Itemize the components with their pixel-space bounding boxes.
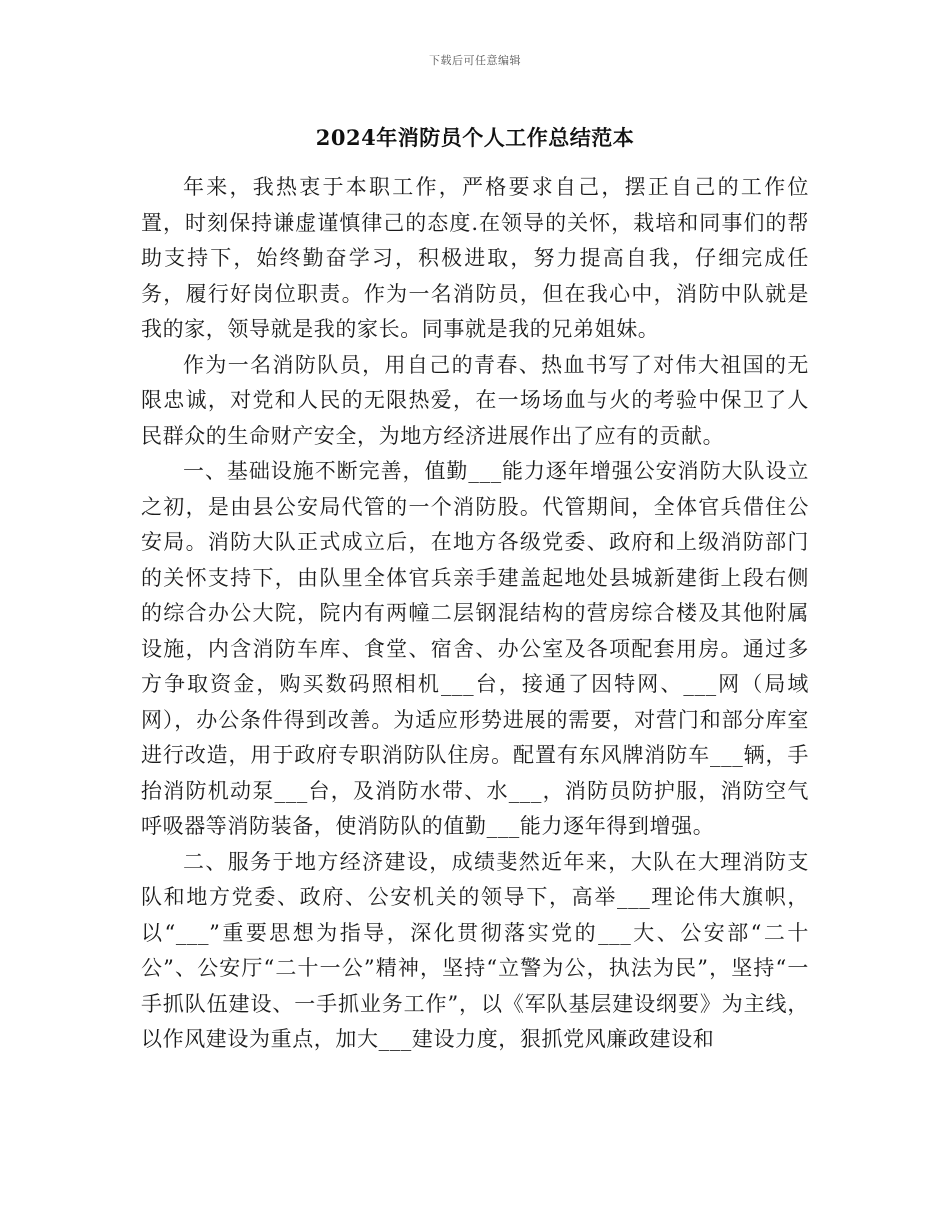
paragraph-intro: 年来，我热衷于本职工作，严格要求自己，摆正自己的工作位置，时刻保持谦虚谨慎律己的态度.在领导的关怀，栽培和同事们的帮助支持下，始终勤奋学习，积极进取，努力提高自我，仔细完成任务，履行好岗位职责。作为一名消防员，但在我心中，消防中队就是我的家，领导就是我的家长。同事就是我的兄弟姐妹。	[141, 175, 809, 341]
document-body	[141, 170, 809, 1058]
page-header-note: 下载后可任意编辑	[429, 54, 521, 67]
paragraph-economic-service: 二、服务于地方经济建设，成绩斐然近年来，大队在大理消防支队和地方党委、政府、公安机关的领导下，高举___理论伟大旗帜，以“___”重要思想为指导，深化贯彻落实党的___大、公安部“二十公”、公安厅“二十一公”精神，坚持“立警为公，执法为民”，坚持“一手抓队伍建设、一手抓业务工作”，以《军队基层建设纲要》为主线，以作风建设为重点，加大___建设力度，狠抓党风廉政建设和	[141, 849, 809, 1051]
document-title: 2024年消防员个人工作总结范本	[315, 125, 635, 150]
paragraph-dedication: 作为一名消防队员，用自己的青春、热血书写了对伟大祖国的无限忠诚，对党和人民的无限热爱，在一场场血与火的考验中保卫了人民群众的生命财产安全，为地方经济进展作出了应有的贡献。	[141, 352, 809, 448]
paragraph-infrastructure: 一、基础设施不断完善，值勤___能力逐年增强公安消防大队设立之初，是由县公安局代管的一个消防股。代管期间，全体官兵借住公安局。消防大队正式成立后，在地方各级党委、政府和上级消防部门的关怀支持下，由队里全体官兵亲手建盖起地处县城新建街上段右侧的综合办公大院，院内有两幢二层钢混结构的营房综合楼及其他附属设施，内含消防车库、食堂、宿舍、办公室及各项配套用房。通过多方争取资金，购买数码照相机___台，接通了因特网、___网（局域网），办公条件得到改善。为适应形势进展的需要，对营门和部分库室进行改造，用于政府专职消防队住房。配置有东风牌消防车___辆，手抬消防机动泵___台，及消防水带、水___，消防员防护服，消防空气呼吸器等消防装备，使消防队的值勤___能力逐年得到增强。	[141, 459, 809, 838]
